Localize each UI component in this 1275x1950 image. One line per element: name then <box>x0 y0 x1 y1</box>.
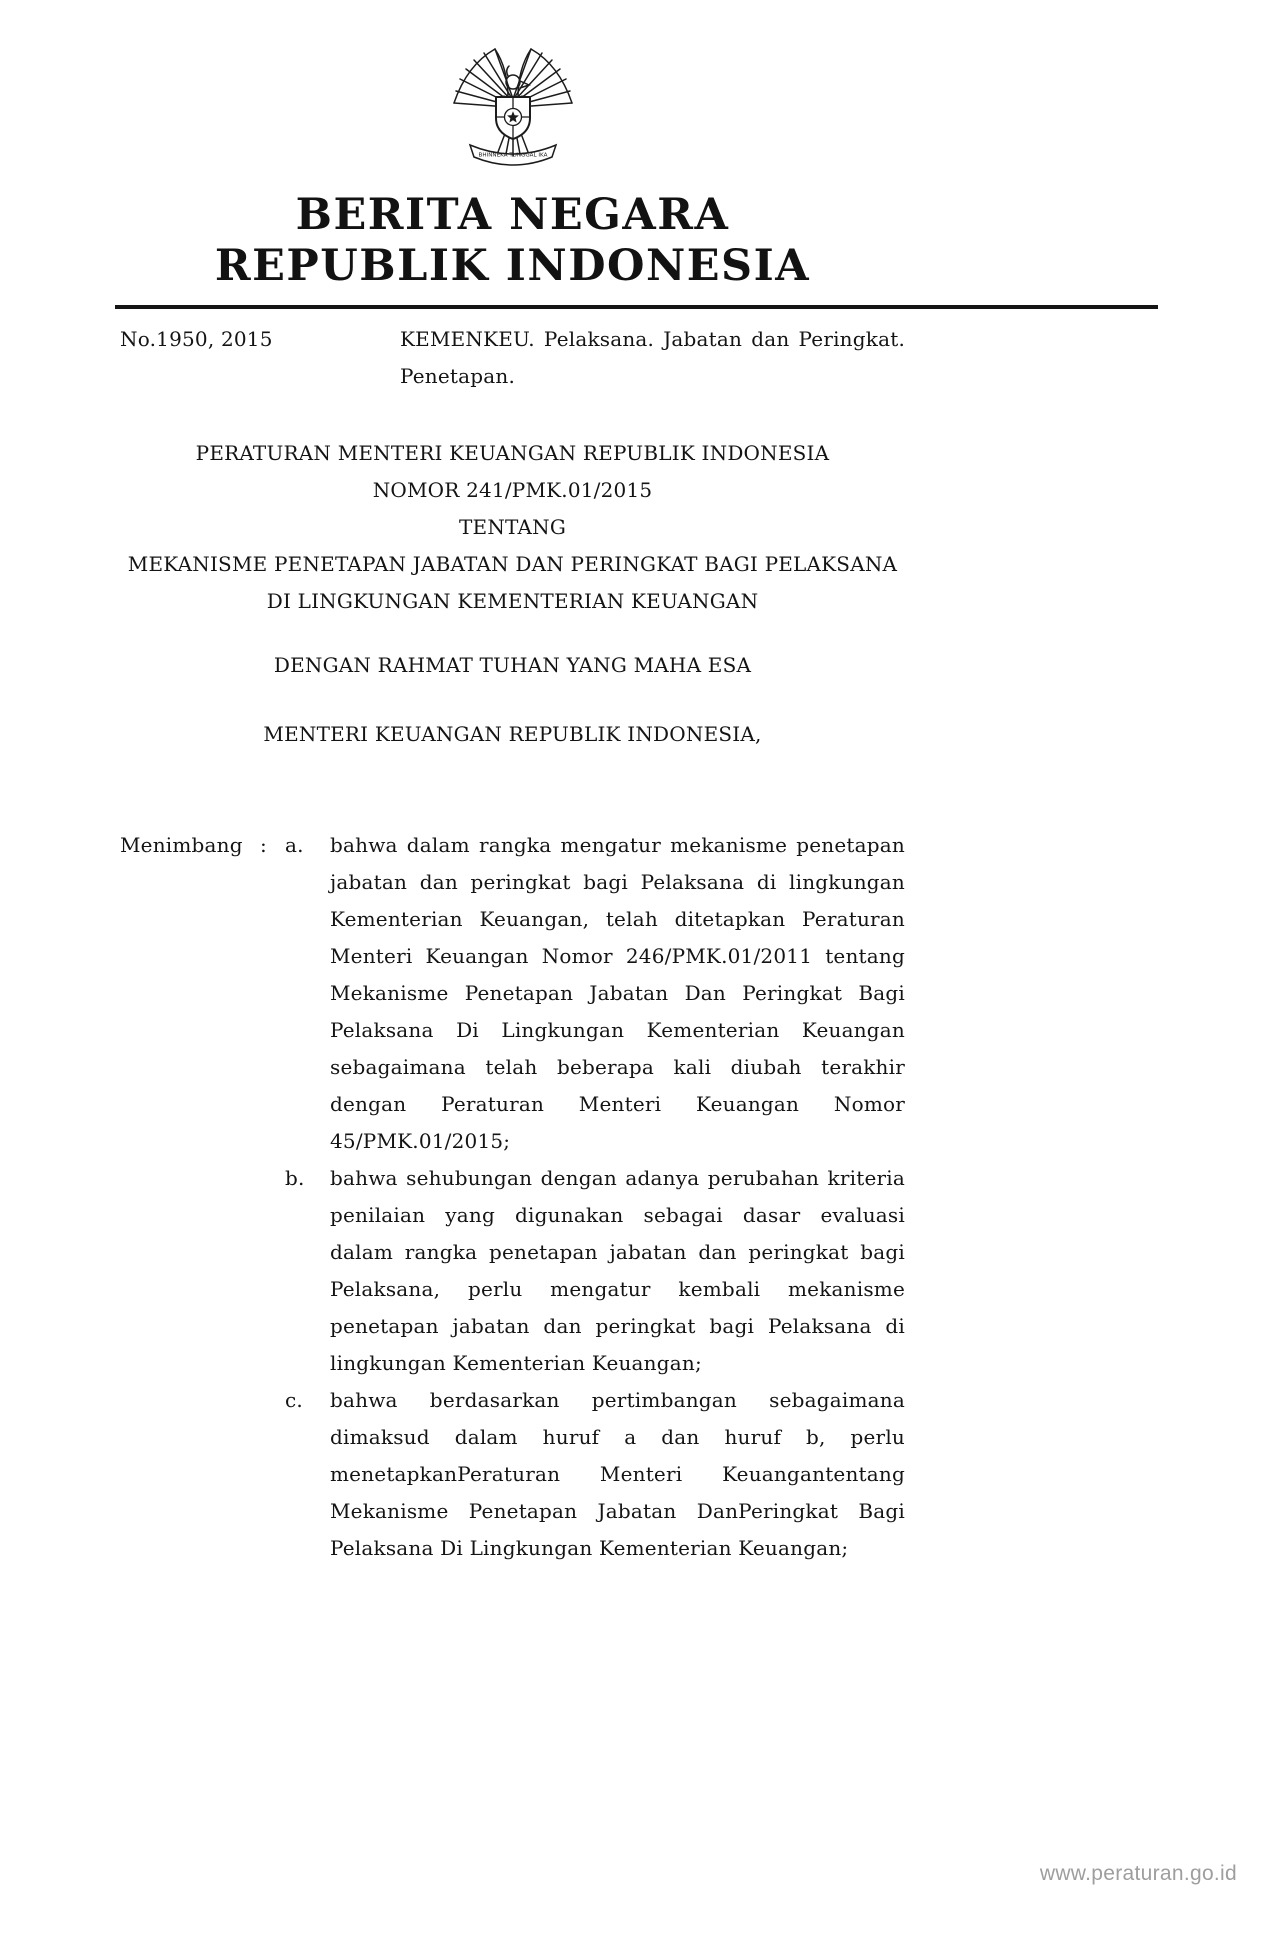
considering-item-text: bahwa dalam rangka mengatur mekanisme penetapan jabatan dan peringkat bagi Pelaksana di lingkungan Kementerian Keuangan, telah ditetapkan Peraturan Menteri Keuangan Nomor 246/PMK.01/2011 tentang Mekanisme Penetapan Jabatan Dan Peringkat Bagi Pelaksana Di Lingkungan Kementerian Keuangan sebagaimana telah beberapa kali diubah terakhir dengan Peraturan Menteri Keuangan Nomor 45/PMK.01/2015; <box>330 833 905 1153</box>
regulation-title-block <box>120 435 905 620</box>
watermark-url: www.peraturan.go.id <box>1039 1862 1237 1885</box>
regulation-subject-line1: MEKANISME PENETAPAN JABATAN DAN PERINGKAT BAGI PELAKSANA <box>127 552 898 576</box>
pancasila-shield <box>496 97 530 139</box>
garuda-emblem-icon <box>447 44 579 172</box>
considering-item-letter: c. <box>285 1388 303 1412</box>
authority-line: MENTERI KEUANGAN REPUBLIK INDONESIA, <box>263 722 762 746</box>
masthead <box>0 190 1025 292</box>
emblem-motto-text: BHINNEKA TUNGGAL IKA <box>478 152 547 159</box>
regulation-title-line1: PERATURAN MENTERI KEUANGAN REPUBLIK INDONESIA <box>195 441 830 465</box>
masthead-divider-rule <box>115 305 1158 309</box>
spacer <box>120 1160 260 1382</box>
gazette-subject: KEMENKEU. Pelaksana. Jabatan dan Peringkat. Penetapan. <box>400 327 905 388</box>
considering-item-letter: a. <box>285 833 304 857</box>
considering-item-letter: b. <box>285 1166 305 1190</box>
regulation-number-line: NOMOR 241/PMK.01/2015 <box>372 478 653 502</box>
considering-section <box>120 827 905 1567</box>
spacer <box>260 1382 285 1567</box>
spacer <box>120 1382 260 1567</box>
masthead-line1: BERITA NEGARA <box>295 190 730 240</box>
considering-item-text: bahwa berdasarkan pertimbangan sebagaimana dimaksud dalam huruf a dan huruf b, perlu menetapkanPeraturan Menteri Keuangantentang Mekanisme Penetapan Jabatan DanPeringkat Bagi Pelaksana Di Lingkungan Kementerian Keuangan; <box>330 1388 905 1560</box>
invocation-line: DENGAN RAHMAT TUHAN YANG MAHA ESA <box>273 653 752 677</box>
masthead-line2: REPUBLIK INDONESIA <box>214 241 811 291</box>
garuda-pancasila-emblem <box>0 0 1025 176</box>
considering-label: Menimbang <box>120 833 243 857</box>
regulation-tentang-line: TENTANG <box>458 515 566 539</box>
gazette-number: No.1950, 2015 <box>120 327 273 351</box>
considering-item-text: bahwa sehubungan dengan adanya perubahan kriteria penilaian yang digunakan sebagai dasar evaluasi dalam rangka penetapan jabatan dan peringkat bagi Pelaksana, perlu mengatur kembali mekanisme penetapan jabatan dan peringkat bagi Pelaksana di lingkungan Kementerian Keuangan; <box>330 1166 905 1375</box>
regulation-subject-line2: DI LINGKUNGAN KEMENTERIAN KEUANGAN <box>266 589 759 613</box>
spacer <box>260 1160 285 1382</box>
considering-colon: : <box>260 833 267 857</box>
doc-reference-row <box>120 321 905 395</box>
